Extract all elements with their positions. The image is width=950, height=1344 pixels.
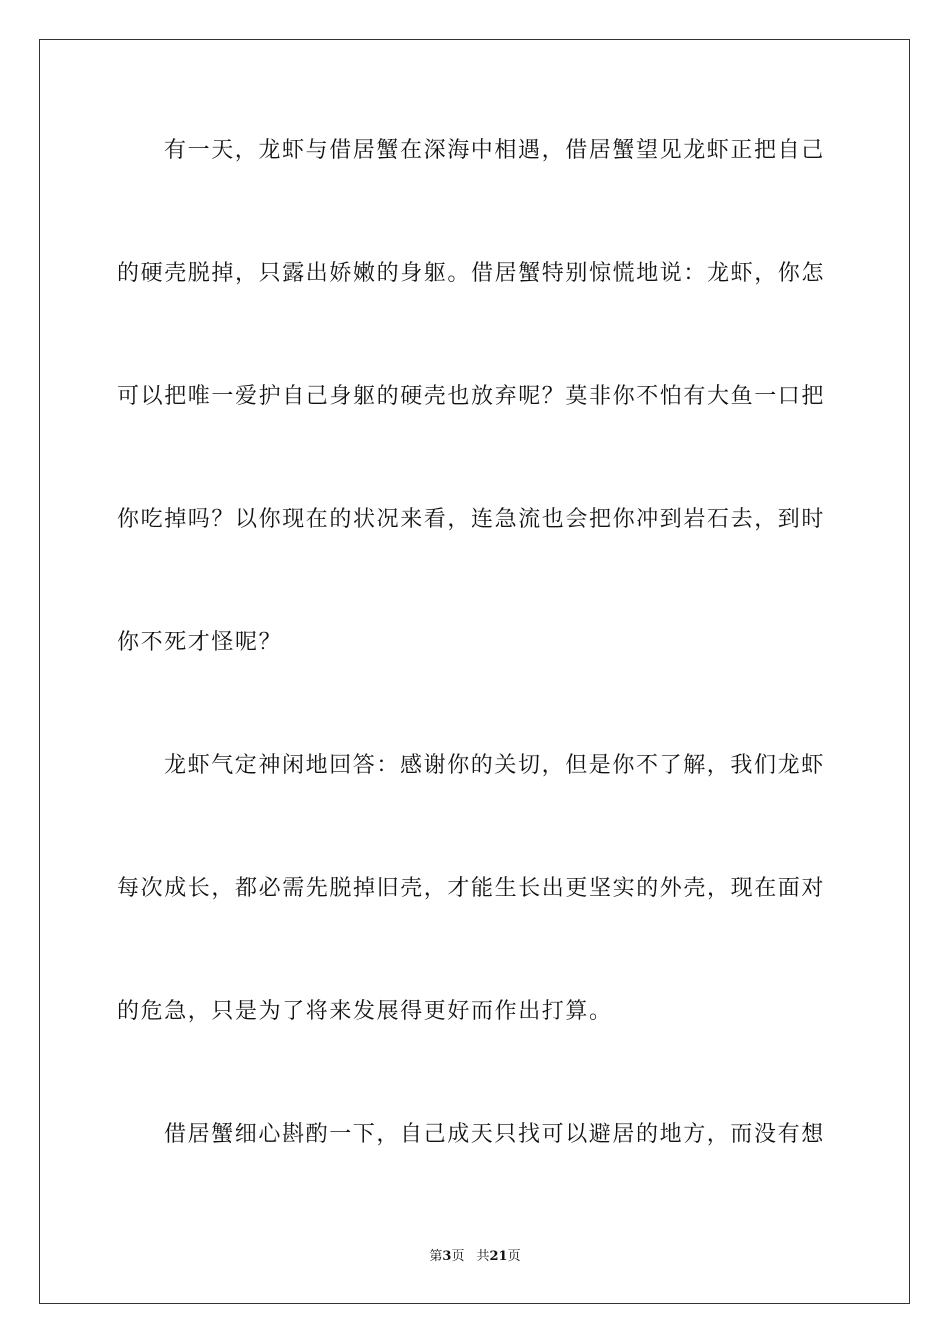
paragraph-3-line-1: 借居蟹细心斟酌一下，自己成天只找可以避居的地方，而没有想: [164, 1122, 825, 1147]
page-number: 3: [442, 1249, 452, 1264]
paragraph-1-line-2: 的硬壳脱掉，只露出娇嫩的身躯。借居蟹特别惊慌地说：龙虾，你怎: [117, 261, 826, 286]
total-prefix: 共: [476, 1249, 490, 1264]
paragraph-1-line-4: 你吃掉吗？以你现在的状况来看，连急流也会把你冲到岩石去，到时: [117, 507, 826, 532]
paragraph-2-line-2: 每次成长，都必需先脱掉旧壳，才能生长出更坚实的外壳，现在面对: [117, 876, 826, 901]
paragraph-2-line-3: 的危急，只是为了将来发展得更好而作出打算。: [117, 999, 613, 1024]
page-footer: [0, 1248, 950, 1266]
page-prefix: 第: [429, 1249, 443, 1264]
paragraph-1-line-1: 有一天，龙虾与借居蟹在深海中相遇，借居蟹望见龙虾正把自己: [164, 138, 825, 163]
page-border: [39, 39, 910, 1304]
paragraph-2-line-1: 龙虾气定神闲地回答：感谢你的关切，但是你不了解，我们龙虾: [164, 753, 825, 778]
total-pages: 21: [489, 1249, 508, 1264]
total-suffix: 页: [507, 1249, 521, 1264]
paragraph-1-line-3: 可以把唯一爱护自己身躯的硬壳也放弃呢？莫非你不怕有大鱼一口把: [117, 384, 826, 409]
page-suffix: 页: [451, 1249, 465, 1264]
paragraph-1-line-5: 你不死才怪呢？: [117, 630, 283, 655]
